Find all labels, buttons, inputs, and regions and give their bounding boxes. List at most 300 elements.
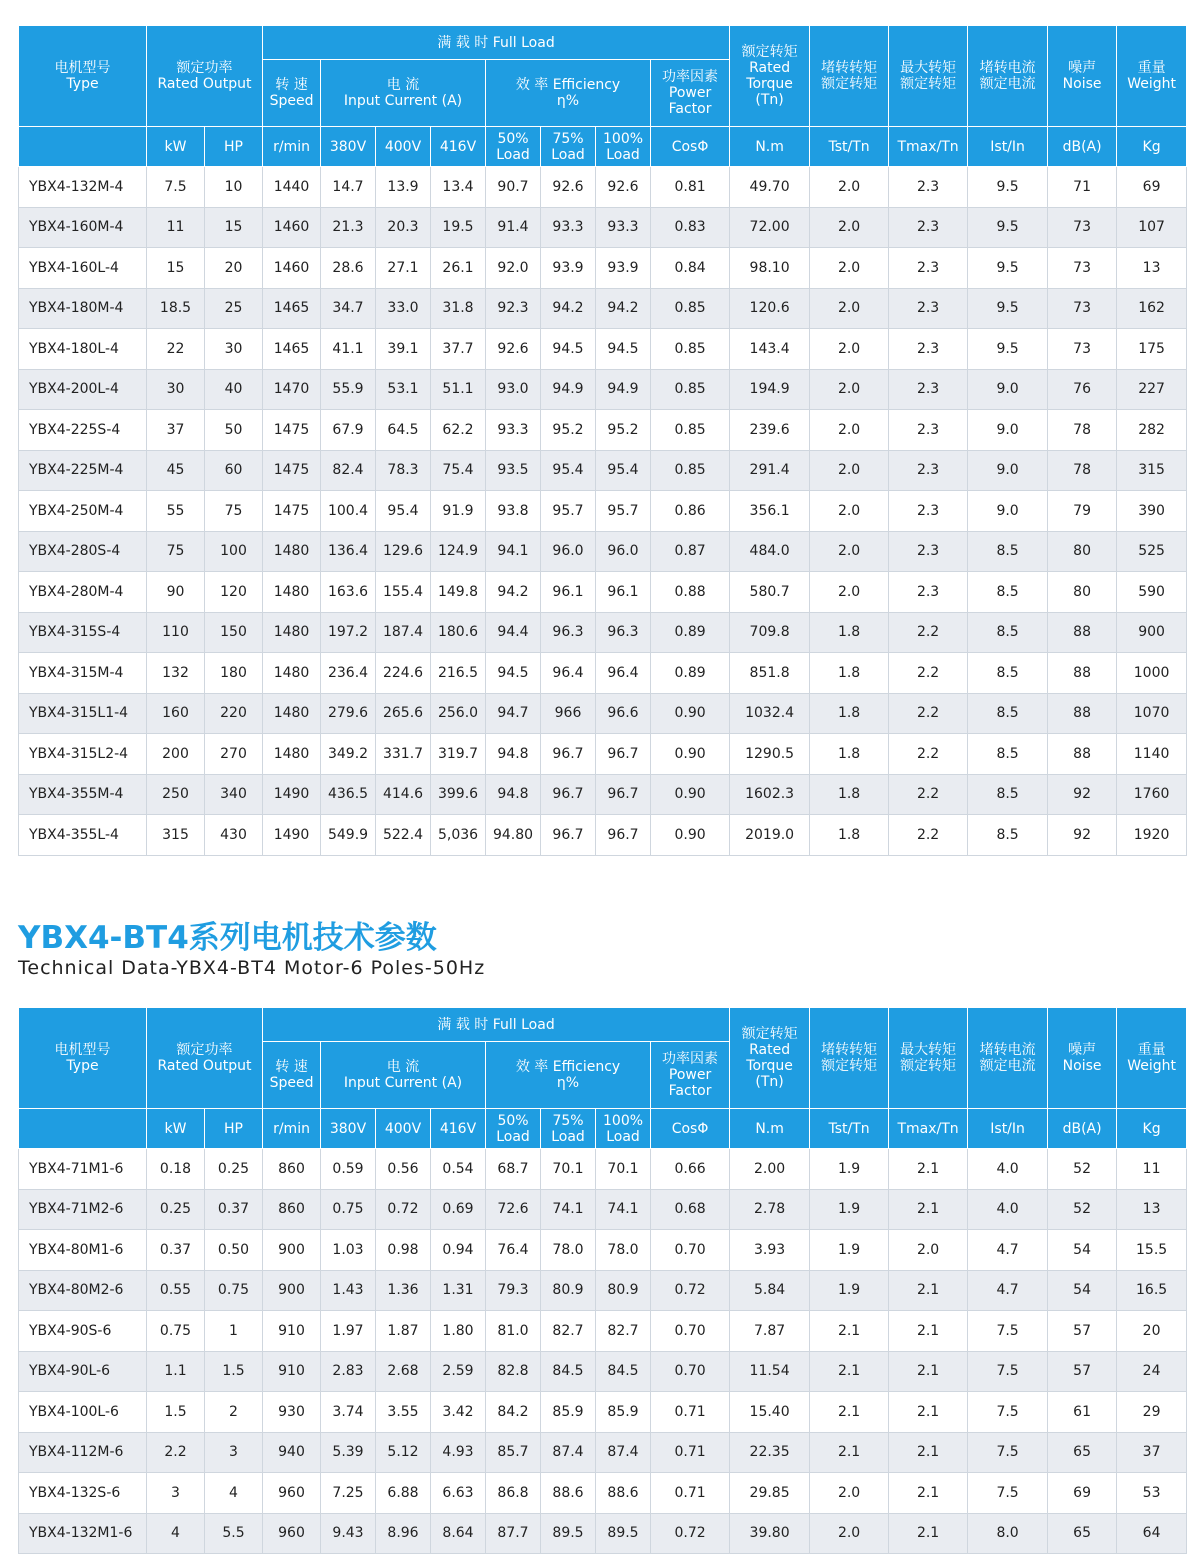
value-cell: 64.5 <box>376 410 431 451</box>
value-cell: 94.2 <box>486 572 541 613</box>
value-cell: 414.6 <box>376 774 431 815</box>
value-cell: 143.4 <box>730 329 810 370</box>
value-cell: 0.85 <box>651 329 730 370</box>
value-cell: 15.5 <box>1117 1230 1187 1271</box>
value-cell: 0.90 <box>651 815 730 856</box>
full-load-header: 满 载 时 Full Load <box>263 26 730 60</box>
value-cell: 1.8 <box>810 693 889 734</box>
value-cell: 79.3 <box>486 1270 541 1311</box>
value-cell: 1 <box>205 1311 263 1352</box>
value-cell: 2.2 <box>147 1432 205 1473</box>
value-cell: 92.6 <box>541 167 596 208</box>
value-cell: 4.0 <box>968 1189 1048 1230</box>
speed-header: 转 速 Speed <box>263 1042 321 1109</box>
value-cell: 2.1 <box>810 1311 889 1352</box>
value-cell: 88 <box>1048 693 1117 734</box>
model-cell: YBX4-355M-4 <box>19 774 147 815</box>
model-cell: YBX4-250M-4 <box>19 491 147 532</box>
value-cell: 0.71 <box>651 1473 730 1514</box>
model-cell: YBX4-80M2-6 <box>19 1270 147 1311</box>
value-cell: 1.8 <box>810 815 889 856</box>
value-cell: 4 <box>147 1513 205 1554</box>
value-cell: 52 <box>1048 1189 1117 1230</box>
value-cell: 72.00 <box>730 207 810 248</box>
value-cell: 390 <box>1117 491 1187 532</box>
value-cell: 0.85 <box>651 369 730 410</box>
value-cell: 94.7 <box>486 693 541 734</box>
value-cell: 2.00 <box>730 1149 810 1190</box>
value-cell: 2.0 <box>810 531 889 572</box>
value-cell: 8.5 <box>968 693 1048 734</box>
value-cell: 1.97 <box>321 1311 376 1352</box>
value-cell: 41.1 <box>321 329 376 370</box>
power-factor-header: 功率因素 Power Factor <box>651 60 730 127</box>
value-cell: 436.5 <box>321 774 376 815</box>
value-cell: 85.9 <box>596 1392 651 1433</box>
value-cell: 1440 <box>263 167 321 208</box>
value-cell: 39.1 <box>376 329 431 370</box>
value-cell: 94.2 <box>541 288 596 329</box>
value-cell: 2.0 <box>810 329 889 370</box>
value-cell: 76.4 <box>486 1230 541 1271</box>
value-cell: 2.3 <box>889 491 968 532</box>
power-factor-header: 功率因素 Power Factor <box>651 1042 730 1109</box>
value-cell: 4.7 <box>968 1230 1048 1271</box>
value-cell: 4 <box>205 1473 263 1514</box>
value-cell: 2.2 <box>889 815 968 856</box>
value-cell: 61 <box>1048 1392 1117 1433</box>
value-cell: 1920 <box>1117 815 1187 856</box>
weight-header: 重量 Weight <box>1117 26 1187 127</box>
table-row <box>19 1392 1187 1433</box>
efficiency-header: 效 率 Efficiency η% <box>486 60 651 127</box>
value-cell: 0.55 <box>147 1270 205 1311</box>
value-cell: 5.12 <box>376 1432 431 1473</box>
value-cell: 291.4 <box>730 450 810 491</box>
value-cell: 8.5 <box>968 572 1048 613</box>
value-cell: 7.5 <box>968 1311 1048 1352</box>
unit-tmax: Tmax/Tn <box>889 127 968 167</box>
value-cell: 78.0 <box>596 1230 651 1271</box>
value-cell: 80.9 <box>541 1270 596 1311</box>
value-cell: 85.7 <box>486 1432 541 1473</box>
full-load-header: 满 载 时 Full Load <box>263 1008 730 1042</box>
value-cell: 2.59 <box>431 1351 486 1392</box>
value-cell: 430 <box>205 815 263 856</box>
value-cell: 96.7 <box>541 774 596 815</box>
value-cell: 9.0 <box>968 410 1048 451</box>
model-cell: YBX4-180L-4 <box>19 329 147 370</box>
table-row <box>19 612 1187 653</box>
value-cell: 2.1 <box>810 1392 889 1433</box>
value-cell: 2 <box>205 1392 263 1433</box>
value-cell: 96.3 <box>541 612 596 653</box>
value-cell: 0.18 <box>147 1149 205 1190</box>
value-cell: 52 <box>1048 1149 1117 1190</box>
table-row <box>19 288 1187 329</box>
value-cell: 96.4 <box>596 653 651 694</box>
value-cell: 960 <box>263 1473 321 1514</box>
value-cell: 2.1 <box>810 1351 889 1392</box>
unit-100-load: 100% Load <box>596 127 651 167</box>
value-cell: 2.2 <box>889 653 968 694</box>
value-cell: 180 <box>205 653 263 694</box>
unit-rpm: r/min <box>263 127 321 167</box>
section-subtitle: Technical Data-YBX4-BT4 Motor-6 Poles-50Hz <box>18 957 486 979</box>
value-cell: 67.9 <box>321 410 376 451</box>
value-cell: 256.0 <box>431 693 486 734</box>
value-cell: 0.72 <box>651 1270 730 1311</box>
value-cell: 0.70 <box>651 1230 730 1271</box>
table-row <box>19 410 1187 451</box>
value-cell: 2.3 <box>889 410 968 451</box>
value-cell: 30 <box>147 369 205 410</box>
table-row <box>19 531 1187 572</box>
value-cell: 1480 <box>263 531 321 572</box>
value-cell: 265.6 <box>376 693 431 734</box>
value-cell: 84.5 <box>541 1351 596 1392</box>
value-cell: 197.2 <box>321 612 376 653</box>
value-cell: 0.69 <box>431 1189 486 1230</box>
value-cell: 89.5 <box>541 1513 596 1554</box>
value-cell: 2.1 <box>889 1473 968 1514</box>
value-cell: 580.7 <box>730 572 810 613</box>
unit-nm: N.m <box>730 127 810 167</box>
unit-kw: kW <box>147 127 205 167</box>
value-cell: 22 <box>147 329 205 370</box>
value-cell: 85.9 <box>541 1392 596 1433</box>
value-cell: 2.78 <box>730 1189 810 1230</box>
value-cell: 88 <box>1048 653 1117 694</box>
value-cell: 1.8 <box>810 612 889 653</box>
value-cell: 92.6 <box>596 167 651 208</box>
value-cell: 72.6 <box>486 1189 541 1230</box>
breakdown-torque-header: 最大转矩 额定转矩 <box>889 1008 968 1109</box>
value-cell: 9.43 <box>321 1513 376 1554</box>
value-cell: 8.96 <box>376 1513 431 1554</box>
value-cell: 2.1 <box>889 1149 968 1190</box>
motor-data-table-4-pole <box>18 25 1187 856</box>
value-cell: 80 <box>1048 572 1117 613</box>
value-cell: 120 <box>205 572 263 613</box>
value-cell: 7.5 <box>968 1351 1048 1392</box>
model-cell: YBX4-132M1-6 <box>19 1513 147 1554</box>
table-row <box>19 1351 1187 1392</box>
value-cell: 0.75 <box>205 1270 263 1311</box>
value-cell: 175 <box>1117 329 1187 370</box>
value-cell: 96.7 <box>596 774 651 815</box>
value-cell: 2.0 <box>810 410 889 451</box>
value-cell: 73 <box>1048 207 1117 248</box>
locked-rotor-current-header: 堵转电流 额定电流 <box>968 1008 1048 1109</box>
value-cell: 3.42 <box>431 1392 486 1433</box>
value-cell: 9.5 <box>968 288 1048 329</box>
value-cell: 93.0 <box>486 369 541 410</box>
value-cell: 80.9 <box>596 1270 651 1311</box>
value-cell: 2.1 <box>810 1432 889 1473</box>
value-cell: 13.9 <box>376 167 431 208</box>
value-cell: 19.5 <box>431 207 486 248</box>
value-cell: 525 <box>1117 531 1187 572</box>
value-cell: 0.59 <box>321 1149 376 1190</box>
value-cell: 84.5 <box>596 1351 651 1392</box>
value-cell: 1.1 <box>147 1351 205 1392</box>
value-cell: 960 <box>263 1513 321 1554</box>
value-cell: 70.1 <box>541 1149 596 1190</box>
value-cell: 0.94 <box>431 1230 486 1271</box>
value-cell: 15 <box>147 248 205 289</box>
unit-kg: Kg <box>1117 1109 1187 1149</box>
value-cell: 94.8 <box>486 734 541 775</box>
table-row <box>19 167 1187 208</box>
value-cell: 0.83 <box>651 207 730 248</box>
table-body <box>19 1149 1187 1554</box>
value-cell: 2.3 <box>889 248 968 289</box>
value-cell: 0.70 <box>651 1311 730 1352</box>
value-cell: 28.6 <box>321 248 376 289</box>
unit-cos: CosΦ <box>651 127 730 167</box>
value-cell: 2.1 <box>889 1311 968 1352</box>
value-cell: 82.4 <box>321 450 376 491</box>
model-cell: YBX4-180M-4 <box>19 288 147 329</box>
table-row <box>19 248 1187 289</box>
value-cell: 65 <box>1048 1513 1117 1554</box>
value-cell: 73 <box>1048 248 1117 289</box>
unit-400v: 400V <box>376 1109 431 1149</box>
table-row <box>19 1311 1187 1352</box>
value-cell: 1.5 <box>205 1351 263 1392</box>
value-cell: 74.1 <box>541 1189 596 1230</box>
value-cell: 7.25 <box>321 1473 376 1514</box>
value-cell: 1140 <box>1117 734 1187 775</box>
value-cell: 1460 <box>263 248 321 289</box>
value-cell: 149.8 <box>431 572 486 613</box>
value-cell: 3 <box>147 1473 205 1514</box>
value-cell: 860 <box>263 1189 321 1230</box>
value-cell: 20.3 <box>376 207 431 248</box>
value-cell: 2.3 <box>889 572 968 613</box>
value-cell: 851.8 <box>730 653 810 694</box>
value-cell: 110 <box>147 612 205 653</box>
value-cell: 94.2 <box>596 288 651 329</box>
unit-75-load: 75% Load <box>541 127 596 167</box>
value-cell: 92 <box>1048 815 1117 856</box>
value-cell: 73 <box>1048 288 1117 329</box>
value-cell: 1.9 <box>810 1230 889 1271</box>
value-cell: 0.81 <box>651 167 730 208</box>
unit-ist: Ist/In <box>968 1109 1048 1149</box>
value-cell: 1760 <box>1117 774 1187 815</box>
value-cell: 31.8 <box>431 288 486 329</box>
value-cell: 96.7 <box>541 734 596 775</box>
model-cell: YBX4-315M-4 <box>19 653 147 694</box>
value-cell: 9.5 <box>968 207 1048 248</box>
value-cell: 0.37 <box>147 1230 205 1271</box>
breakdown-torque-header: 最大转矩 额定转矩 <box>889 26 968 127</box>
value-cell: 2.1 <box>889 1513 968 1554</box>
efficiency-header: 效 率 Efficiency η% <box>486 1042 651 1109</box>
value-cell: 51.1 <box>431 369 486 410</box>
unit-380v: 380V <box>321 1109 376 1149</box>
value-cell: 93.9 <box>541 248 596 289</box>
value-cell: 96.0 <box>541 531 596 572</box>
value-cell: 0.37 <box>205 1189 263 1230</box>
value-cell: 94.4 <box>486 612 541 653</box>
value-cell: 910 <box>263 1311 321 1352</box>
value-cell: 187.4 <box>376 612 431 653</box>
value-cell: 2.1 <box>889 1351 968 1392</box>
value-cell: 30 <box>205 329 263 370</box>
value-cell: 82.8 <box>486 1351 541 1392</box>
unit-cos: CosΦ <box>651 1109 730 1149</box>
unit-hp: HP <box>205 1109 263 1149</box>
table-row <box>19 329 1187 370</box>
value-cell: 2.83 <box>321 1351 376 1392</box>
value-cell: 3 <box>205 1432 263 1473</box>
value-cell: 9.5 <box>968 248 1048 289</box>
value-cell: 8.0 <box>968 1513 1048 1554</box>
value-cell: 239.6 <box>730 410 810 451</box>
locked-rotor-torque-header: 堵转转矩 额定转矩 <box>810 1008 889 1109</box>
rated-output-header: 额定功率 Rated Output <box>147 1008 263 1109</box>
value-cell: 2.1 <box>889 1189 968 1230</box>
value-cell: 900 <box>263 1270 321 1311</box>
value-cell: 279.6 <box>321 693 376 734</box>
value-cell: 0.56 <box>376 1149 431 1190</box>
value-cell: 136.4 <box>321 531 376 572</box>
value-cell: 86.8 <box>486 1473 541 1514</box>
value-cell: 224.6 <box>376 653 431 694</box>
value-cell: 24 <box>1117 1351 1187 1392</box>
value-cell: 73 <box>1048 329 1117 370</box>
unit-50-load: 50% Load <box>486 1109 541 1149</box>
value-cell: 930 <box>263 1392 321 1433</box>
value-cell: 94.1 <box>486 531 541 572</box>
value-cell: 64 <box>1117 1513 1187 1554</box>
value-cell: 5.5 <box>205 1513 263 1554</box>
table-row <box>19 450 1187 491</box>
value-cell: 216.5 <box>431 653 486 694</box>
value-cell: 80 <box>1048 531 1117 572</box>
value-cell: 900 <box>1117 612 1187 653</box>
value-cell: 340 <box>205 774 263 815</box>
value-cell: 910 <box>263 1351 321 1392</box>
value-cell: 60 <box>205 450 263 491</box>
value-cell: 22.35 <box>730 1432 810 1473</box>
value-cell: 2019.0 <box>730 815 810 856</box>
value-cell: 89.5 <box>596 1513 651 1554</box>
value-cell: 70.1 <box>596 1149 651 1190</box>
type-header: 电机型号 Type <box>19 26 147 127</box>
model-cell: YBX4-80M1-6 <box>19 1230 147 1271</box>
value-cell: 0.88 <box>651 572 730 613</box>
value-cell: 0.90 <box>651 693 730 734</box>
value-cell: 78.3 <box>376 450 431 491</box>
value-cell: 1475 <box>263 450 321 491</box>
value-cell: 3.74 <box>321 1392 376 1433</box>
value-cell: 2.1 <box>889 1432 968 1473</box>
value-cell: 34.7 <box>321 288 376 329</box>
section-title: YBX4-BT4系列电机技术参数 <box>18 920 437 956</box>
value-cell: 96.1 <box>541 572 596 613</box>
value-cell: 76 <box>1048 369 1117 410</box>
value-cell: 356.1 <box>730 491 810 532</box>
value-cell: 94.5 <box>486 653 541 694</box>
value-cell: 90.7 <box>486 167 541 208</box>
value-cell: 399.6 <box>431 774 486 815</box>
value-cell: 75 <box>205 491 263 532</box>
locked-rotor-torque-header: 堵转转矩 额定转矩 <box>810 26 889 127</box>
value-cell: 1000 <box>1117 653 1187 694</box>
value-cell: 4.93 <box>431 1432 486 1473</box>
value-cell: 2.0 <box>810 167 889 208</box>
value-cell: 2.3 <box>889 369 968 410</box>
unit-416v: 416V <box>431 127 486 167</box>
current-header: 电 流 Input Current (A) <box>321 60 486 127</box>
value-cell: 27.1 <box>376 248 431 289</box>
value-cell: 11 <box>147 207 205 248</box>
value-cell: 39.80 <box>730 1513 810 1554</box>
unit-75-load: 75% Load <box>541 1109 596 1149</box>
value-cell: 1.9 <box>810 1189 889 1230</box>
value-cell: 37.7 <box>431 329 486 370</box>
value-cell: 7.5 <box>968 1473 1048 1514</box>
model-cell: YBX4-71M2-6 <box>19 1189 147 1230</box>
value-cell: 87.4 <box>541 1432 596 1473</box>
table-row <box>19 1149 1187 1190</box>
model-cell: YBX4-315S-4 <box>19 612 147 653</box>
value-cell: 150 <box>205 612 263 653</box>
value-cell: 132 <box>147 653 205 694</box>
value-cell: 1465 <box>263 329 321 370</box>
value-cell: 2.0 <box>889 1230 968 1271</box>
value-cell: 484.0 <box>730 531 810 572</box>
value-cell: 91.9 <box>431 491 486 532</box>
value-cell: 180.6 <box>431 612 486 653</box>
value-cell: 93.9 <box>596 248 651 289</box>
value-cell: 0.70 <box>651 1351 730 1392</box>
value-cell: 860 <box>263 1149 321 1190</box>
value-cell: 29 <box>1117 1392 1187 1433</box>
model-cell: YBX4-132S-6 <box>19 1473 147 1514</box>
value-cell: 1480 <box>263 612 321 653</box>
value-cell: 1475 <box>263 491 321 532</box>
value-cell: 40 <box>205 369 263 410</box>
value-cell: 2.3 <box>889 288 968 329</box>
value-cell: 57 <box>1048 1311 1117 1352</box>
value-cell: 4.7 <box>968 1270 1048 1311</box>
value-cell: 120.6 <box>730 288 810 329</box>
table-row <box>19 653 1187 694</box>
value-cell: 0.90 <box>651 734 730 775</box>
value-cell: 3.93 <box>730 1230 810 1271</box>
value-cell: 88.6 <box>541 1473 596 1514</box>
unit-tmax: Tmax/Tn <box>889 1109 968 1149</box>
value-cell: 1480 <box>263 734 321 775</box>
unit-tst: Tst/Tn <box>810 1109 889 1149</box>
value-cell: 2.3 <box>889 329 968 370</box>
value-cell: 96.4 <box>541 653 596 694</box>
value-cell: 7.5 <box>968 1392 1048 1433</box>
value-cell: 2.3 <box>889 450 968 491</box>
value-cell: 0.86 <box>651 491 730 532</box>
value-cell: 100 <box>205 531 263 572</box>
unit-kw: kW <box>147 1109 205 1149</box>
value-cell: 6.88 <box>376 1473 431 1514</box>
value-cell: 331.7 <box>376 734 431 775</box>
value-cell: 57 <box>1048 1351 1117 1392</box>
model-cell: YBX4-90S-6 <box>19 1311 147 1352</box>
